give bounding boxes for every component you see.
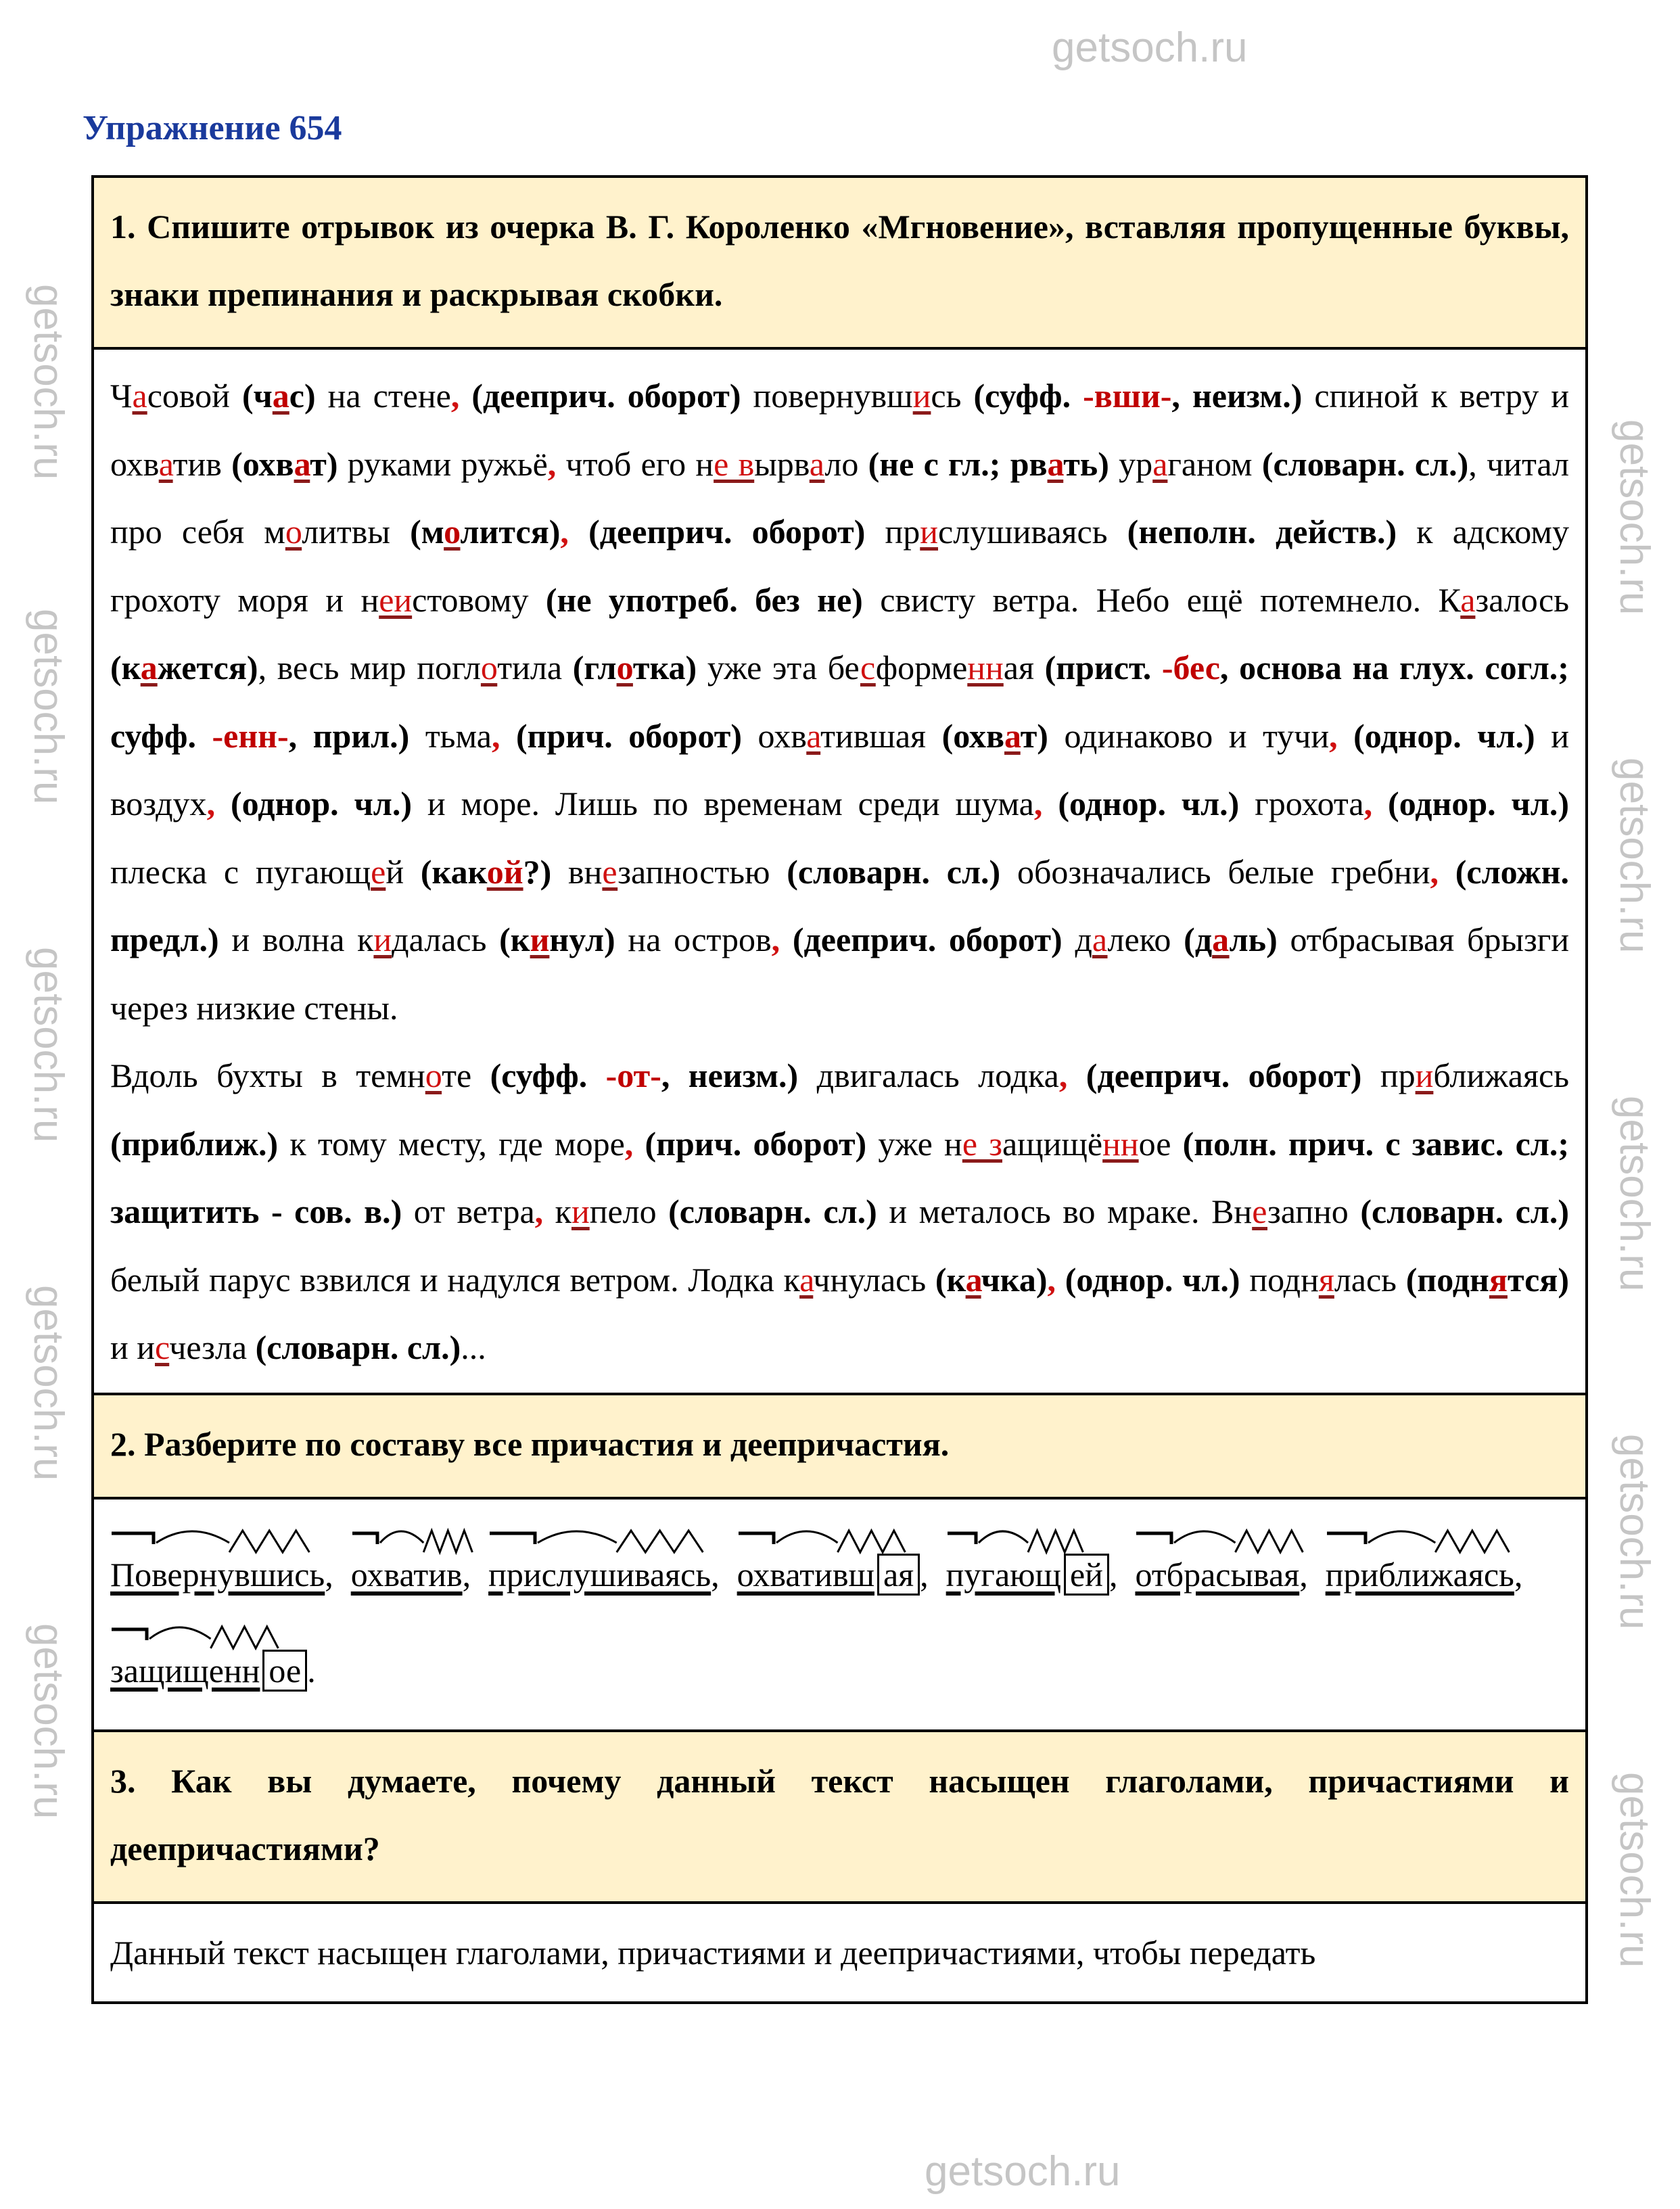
text-run: охв	[742, 716, 807, 755]
bold-comment: (однор. чл.)	[1058, 785, 1240, 822]
separator: ,	[1109, 1555, 1118, 1594]
text-run: сь	[931, 377, 974, 415]
text-run: Ч	[110, 377, 133, 415]
text-run: ур	[1109, 444, 1153, 483]
bold-comment: (охв	[231, 444, 294, 483]
text-run: к	[543, 1192, 571, 1230]
bold-comment: (дееприч. оборот)	[792, 921, 1063, 958]
checked-letter: ой	[486, 852, 523, 891]
text-run: ганом	[1167, 444, 1262, 483]
checked-letter: а	[1212, 921, 1230, 958]
text-run: спиной к ветру и охв	[110, 377, 1569, 483]
checked-letter: а	[1004, 716, 1021, 755]
morpheme-marks-icon	[488, 1525, 722, 1559]
bold-comment: , основа на глух. согл.; суфф.	[110, 649, 1569, 755]
bold-comment: (однор. чл.)	[231, 785, 412, 822]
word-ending: ая	[877, 1554, 920, 1596]
inserted-comma: ,	[206, 785, 216, 822]
text-run: чтоб его н	[556, 444, 714, 483]
text-run: ло	[824, 444, 868, 483]
bold-comment: (однор. чл.)	[1353, 716, 1535, 755]
highlighted-morpheme: -от-	[605, 1056, 661, 1094]
morpheme-marks-icon	[110, 1621, 293, 1655]
watermark: getsoch.ru	[25, 947, 72, 1143]
checked-letter: о	[444, 513, 461, 551]
inserted-comma: ,	[1329, 716, 1338, 755]
word-ending: ей	[1064, 1554, 1109, 1596]
task3-answer: Данный текст насыщен глаголами, причастиями и деепричастиями, чтобы передать	[110, 1933, 1316, 1972]
text-run: , весь мир погл	[258, 649, 481, 687]
inserted-letter: и	[920, 513, 938, 551]
text-run: слушиваясь	[938, 513, 1127, 551]
exercise-table	[91, 175, 1588, 2004]
inserted-letter: а	[1460, 580, 1476, 619]
checked-letter: а	[1047, 444, 1064, 483]
text-run: Вдоль бухты в темн	[110, 1056, 425, 1094]
text-run: тившая	[820, 716, 942, 755]
text-run: чезла	[169, 1328, 256, 1366]
separator: ,	[1299, 1555, 1308, 1594]
bold-comment: тка)	[632, 649, 697, 687]
bold-comment: ть)	[1063, 444, 1109, 483]
morpheme-marks-icon	[110, 1525, 327, 1559]
watermark: getsoch.ru	[1052, 24, 1248, 71]
text-run	[1338, 717, 1354, 755]
bold-comment: (сложн. предл.)	[110, 852, 1569, 958]
inserted-letter: и	[373, 921, 392, 958]
inserted-comma: ,	[1430, 852, 1439, 891]
text-run: на стене	[315, 377, 451, 415]
text-run: ое	[1138, 1124, 1183, 1163]
bold-comment: (д	[1184, 921, 1213, 958]
checked-letter: и	[530, 921, 550, 958]
word-stem: охвативш	[737, 1555, 874, 1594]
text-run: совой	[147, 377, 242, 415]
task1-question: 1. Спишите отрывок из очерка В. Г. Короленко «Мгновение», вставляя пропущенные буквы, знаки препинания и раскрывая скобки.	[94, 178, 1585, 350]
bold-comment: (к	[110, 649, 141, 687]
text-run	[780, 921, 793, 958]
text-run	[1056, 1261, 1065, 1299]
highlighted-morpheme: -вши-	[1083, 377, 1172, 415]
bold-comment: (прич. оборот)	[645, 1124, 867, 1163]
text-run: тьма	[409, 716, 492, 755]
separator: ,	[462, 1555, 471, 1594]
inserted-comma: ,	[450, 377, 460, 415]
inserted-letter: я	[1318, 1260, 1334, 1299]
text-run: вн	[551, 852, 603, 891]
morpheme-marks-icon	[1326, 1525, 1525, 1559]
text-run: тив	[172, 444, 232, 483]
text-run: пр	[1361, 1056, 1416, 1094]
inserted-letter: с	[860, 649, 876, 687]
text-run	[1439, 853, 1455, 891]
text-run: грохота	[1239, 785, 1364, 822]
text-run: далась	[392, 921, 500, 958]
text-run: лась	[1334, 1260, 1406, 1299]
inserted-comma: ,	[1058, 1056, 1068, 1094]
inserted-letter: а	[799, 1260, 814, 1299]
bold-comment: (к	[499, 921, 530, 958]
inserted-comma: ,	[491, 716, 500, 755]
watermark: getsoch.ru	[25, 284, 72, 480]
paragraph	[110, 1042, 1569, 1382]
text-run: ближаясь	[1433, 1056, 1569, 1094]
text-run: , читал про себя м	[110, 444, 1570, 551]
text-run: свисту ветра. Небо ещё потемнело. К	[862, 580, 1461, 619]
separator: .	[307, 1651, 316, 1690]
checked-letter: о	[616, 649, 633, 687]
parsed-word	[946, 1518, 1118, 1594]
word-stem: охватив	[350, 1555, 463, 1594]
text-run: двигалась лодка	[798, 1056, 1059, 1094]
bold-comment: т)	[310, 444, 338, 483]
text-run: повернувш	[741, 377, 913, 415]
inserted-comma: ,	[1033, 785, 1043, 822]
inserted-letter: и	[912, 377, 931, 415]
bold-comment: (приближ.)	[110, 1124, 279, 1163]
inserted-letter: е в	[714, 444, 755, 483]
inserted-letter: о	[480, 649, 498, 687]
text-run: одинаково и тучи	[1048, 716, 1330, 755]
text-run: пело	[589, 1192, 669, 1230]
parsed-word	[1135, 1518, 1307, 1594]
text-run: уже н	[866, 1124, 962, 1163]
inserted-letter: с	[155, 1328, 170, 1366]
text-run	[500, 717, 516, 755]
separator: ,	[1514, 1555, 1523, 1594]
bold-comment: (дееприч. оборот)	[471, 377, 741, 415]
bold-comment: (не с гл.; рв	[868, 444, 1048, 483]
bold-comment: (однор. чл.)	[1388, 785, 1570, 822]
bold-comment: (однор. чл.)	[1065, 1260, 1240, 1299]
word-ending: ое	[262, 1650, 307, 1692]
inserted-comma: ,	[534, 1192, 544, 1230]
bold-comment: лится)	[460, 513, 561, 551]
text-run: литвы	[302, 513, 411, 551]
text-run: запно	[1267, 1192, 1361, 1230]
bold-comment: (словарн. сл.)	[255, 1328, 461, 1366]
bold-comment: (гл	[572, 649, 617, 687]
bold-comment: (ч	[241, 377, 273, 415]
text-run	[1372, 785, 1388, 822]
inserted-comma: ,	[547, 444, 557, 483]
bold-comment: ?)	[523, 852, 552, 891]
separator: ,	[325, 1555, 333, 1594]
text-run: подн	[1240, 1260, 1319, 1299]
bold-comment: (м	[410, 513, 444, 551]
text-run: ащищё	[1002, 1124, 1103, 1163]
text-run	[459, 377, 471, 415]
inserted-letter: а	[809, 444, 825, 483]
inserted-letter: а	[158, 444, 173, 483]
bold-comment: (прист.	[1044, 649, 1162, 687]
text-run: леко	[1107, 921, 1184, 958]
text-run: и воздух	[110, 716, 1569, 822]
word-stem: пугающ	[946, 1555, 1061, 1594]
bold-comment: жется)	[157, 649, 258, 687]
watermark: getsoch.ru	[925, 2148, 1121, 2195]
checked-letter: а	[965, 1260, 981, 1299]
text-run: на остров	[615, 921, 772, 958]
watermark: getsoch.ru	[25, 609, 72, 805]
highlighted-morpheme: -бес	[1161, 649, 1220, 687]
bold-comment: (суфф.	[973, 377, 1083, 415]
text-run: плеска с пугающ	[110, 852, 371, 891]
bold-comment: (словарн. сл.)	[1261, 444, 1469, 483]
task1-answer-text	[94, 350, 1585, 1395]
separator: ,	[711, 1555, 720, 1594]
bold-comment: (словарн. сл.)	[1360, 1192, 1569, 1230]
text-run: тила	[497, 649, 573, 687]
bold-comment: (как	[420, 852, 487, 891]
task2-question: 2. Разберите по составу все причастия и деепричастия.	[94, 1395, 1585, 1499]
bold-comment: ль)	[1229, 921, 1278, 958]
bold-comment: (прич. оборот)	[516, 716, 742, 755]
inserted-letter: еи	[379, 580, 413, 619]
morpheme-marks-icon	[1135, 1525, 1317, 1559]
parsed-word	[737, 1518, 929, 1594]
text-run: отбрасывая брызги через низкие стены.	[110, 921, 1569, 1027]
watermark: getsoch.ru	[25, 1623, 72, 1819]
word-stem: Повернувшись	[110, 1555, 325, 1594]
text-run: залось	[1475, 580, 1570, 619]
text-run: к тому месту, где море	[278, 1124, 625, 1163]
bold-comment: чка)	[981, 1260, 1048, 1299]
text-run: ырв	[754, 444, 810, 483]
bold-comment: , неизм.)	[1171, 377, 1303, 415]
inserted-letter: нн	[967, 649, 1004, 687]
word-stem: прислушиваясь	[488, 1555, 711, 1594]
morpheme-parsing	[94, 1499, 1585, 1732]
bold-comment: с)	[289, 377, 316, 415]
watermark: getsoch.ru	[25, 1285, 72, 1481]
bold-comment: (словарн. сл.)	[668, 1192, 877, 1230]
inserted-letter: и	[571, 1192, 590, 1230]
text-run	[569, 513, 588, 551]
inserted-letter: а	[1152, 444, 1168, 483]
inserted-comma: ,	[1047, 1260, 1056, 1299]
text-run	[1067, 1056, 1086, 1094]
word-stem: приближаясь	[1325, 1555, 1514, 1594]
checked-letter: а	[294, 444, 310, 483]
inserted-letter: е	[602, 852, 618, 891]
parsed-word	[110, 1518, 333, 1594]
text-run: от ветра	[402, 1192, 535, 1230]
text-run: д	[1062, 921, 1092, 958]
bold-comment: нул)	[549, 921, 615, 958]
parsed-word	[488, 1518, 720, 1594]
inserted-letter: нн	[1102, 1124, 1139, 1163]
bold-comment: (не употреб. без не)	[545, 580, 863, 619]
text-run: к адскому грохоту моря и н	[110, 513, 1569, 619]
inserted-letter: е	[371, 852, 386, 891]
bold-comment: , прил.)	[288, 716, 410, 755]
inserted-letter: о	[285, 513, 302, 551]
morpheme-marks-icon	[351, 1525, 483, 1559]
inserted-letter: а	[806, 716, 821, 755]
checked-letter: а	[272, 377, 289, 415]
highlighted-morpheme: -енн-	[212, 716, 289, 755]
morpheme-marks-icon	[946, 1525, 1095, 1559]
inserted-letter: а	[1092, 921, 1108, 958]
paragraph	[110, 362, 1569, 1042]
text-run: ая	[1003, 649, 1045, 687]
text-run: уже эта бе	[697, 649, 860, 687]
text-run: стовому	[412, 580, 546, 619]
text-run: и волна к	[218, 921, 374, 958]
inserted-comma: ,	[560, 513, 569, 551]
bold-comment: (суфф.	[490, 1056, 606, 1094]
text-run: руками ружьё	[337, 444, 548, 483]
watermark: getsoch.ru	[1611, 1772, 1658, 1968]
word-stem: защищенн	[110, 1651, 260, 1690]
watermark: getsoch.ru	[1611, 1096, 1658, 1292]
inserted-comma: ,	[1363, 785, 1373, 822]
inserted-letter: е	[1252, 1192, 1267, 1230]
text-run: запностью	[617, 852, 787, 891]
watermark: getsoch.ru	[1611, 419, 1658, 615]
separator: ,	[920, 1555, 929, 1594]
text-run	[1042, 785, 1058, 822]
exercise-title: Упражнение 654	[83, 109, 342, 147]
text-run: пр	[865, 513, 920, 551]
text-run: белый парус взвился и надулся ветром. Лодка к	[110, 1260, 800, 1299]
text-run: и и	[110, 1328, 156, 1366]
checked-letter: я	[1489, 1260, 1508, 1299]
bold-comment: (охв	[941, 716, 1004, 755]
parsed-word	[110, 1614, 316, 1690]
text-run: ...	[461, 1328, 486, 1366]
text-run: форме	[875, 649, 968, 687]
parsed-word	[1326, 1518, 1523, 1594]
inserted-letter: а	[132, 377, 147, 415]
inserted-letter: е з	[962, 1124, 1002, 1163]
parsed-word	[351, 1518, 471, 1594]
inserted-comma: ,	[771, 921, 780, 958]
bold-comment: (к	[935, 1260, 966, 1299]
word-stem: отбрасывая	[1135, 1555, 1300, 1594]
bold-comment: , неизм.)	[661, 1056, 799, 1094]
watermark: getsoch.ru	[1611, 758, 1658, 954]
inserted-letter: о	[425, 1056, 442, 1094]
bold-comment: (словарн. сл.)	[787, 852, 1001, 891]
text-run: й	[386, 852, 421, 891]
text-run: и металось во мраке. Вн	[877, 1192, 1253, 1230]
checked-letter: а	[140, 649, 158, 687]
bold-comment: (дееприч. оборот)	[588, 513, 866, 551]
text-run: и море. Лишь по временам среди шума	[411, 785, 1034, 822]
text-run: чнулась	[813, 1260, 935, 1299]
bold-comment: т)	[1020, 716, 1048, 755]
text-run	[633, 1125, 645, 1163]
bold-comment: (подн	[1405, 1260, 1489, 1299]
inserted-letter: и	[1415, 1056, 1434, 1094]
bold-comment: (дееприч. оборот)	[1086, 1056, 1362, 1094]
inserted-comma: ,	[624, 1124, 634, 1163]
bold-comment: тся)	[1507, 1260, 1570, 1299]
morpheme-marks-icon	[737, 1525, 920, 1559]
task3-question: 3. Как вы думаете, почему данный текст насыщен глаголами, причастиями и деепричастиями?	[94, 1732, 1585, 1904]
watermark: getsoch.ru	[1611, 1434, 1658, 1630]
text-run: те	[442, 1056, 490, 1094]
bold-comment: (неполн. действ.)	[1127, 513, 1397, 551]
text-run: обозначались белые гребни	[1000, 852, 1430, 891]
text-run	[215, 785, 231, 822]
bold-comment: (полн. прич. с завис. сл.; защитить - сов. в.)	[110, 1124, 1569, 1230]
